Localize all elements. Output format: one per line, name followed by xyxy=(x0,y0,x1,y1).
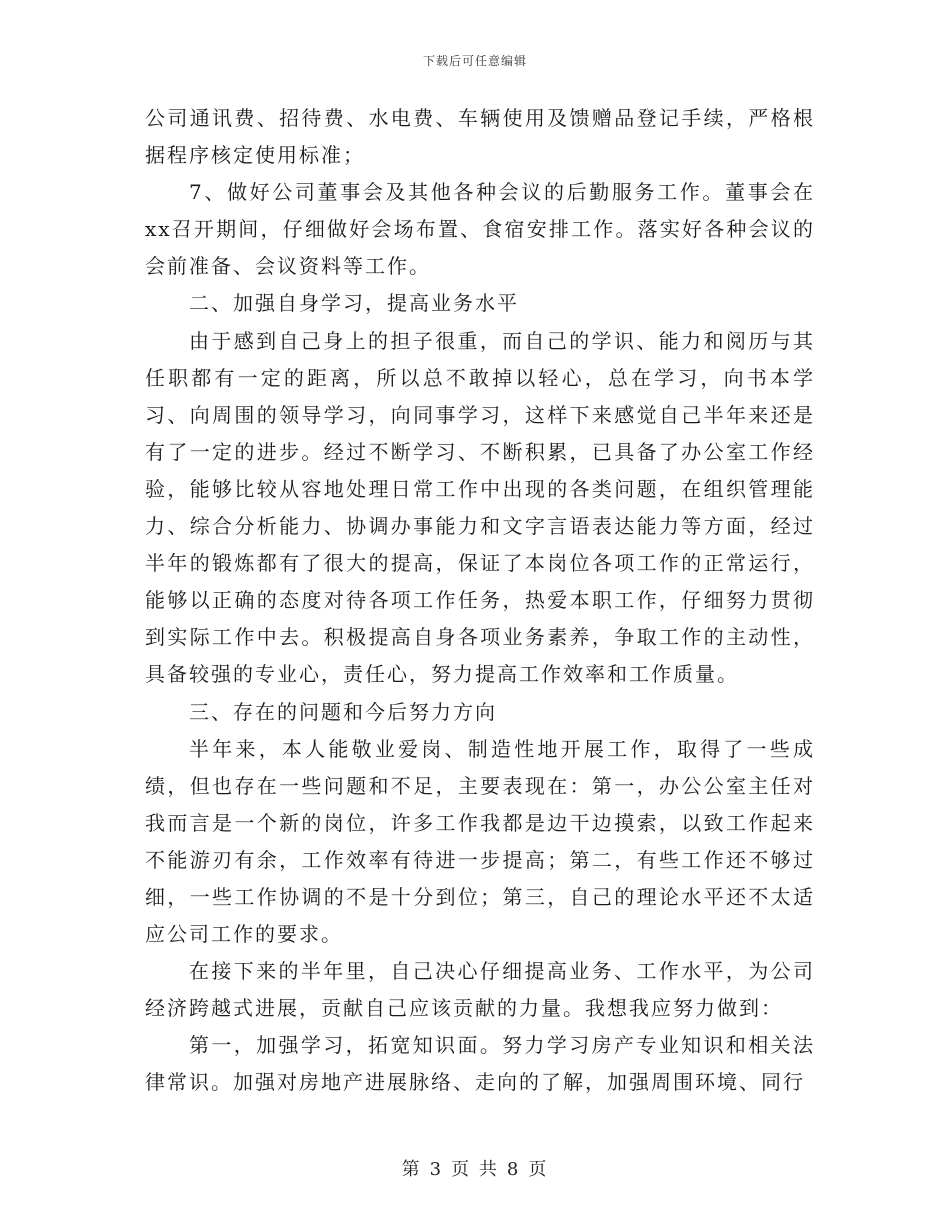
page-header: 下载后可任意编辑 xyxy=(422,54,527,68)
document-body xyxy=(145,100,815,1102)
page-label-prefix: 第 xyxy=(401,1159,422,1180)
paragraph-item-7: 7、做好公司董事会及其他各种会议的后勤服务工作。董事会在xx召开期间，仔细做好会场布置、食宿安排工作。落实好各种会议的会前准备、会议资料等工作。 xyxy=(145,180,815,279)
section-heading-3: 三、存在的问题和今后努力方向 xyxy=(189,699,497,724)
page-number: 3 xyxy=(429,1159,444,1180)
section-heading-2: 二、加强自身学习，提高业务水平 xyxy=(189,291,519,316)
paragraph-first-point: 第一，加强学习，拓宽知识面。努力学习房产专业知识和相关法律常识。加强对房地产进展脉络、走向的了解，加强周围环境、同行 xyxy=(145,1033,815,1095)
paragraph-learning: 由于感到自己身上的担子很重，而自己的学识、能力和阅历与其任职都有一定的距离，所以总不敢掉以轻心，总在学习，向书本学习、向周围的领导学习，向同事学习，这样下来感觉自己半年来还是有了一定的进步。经过不断学习、不断积累，已具备了办公室工作经验，能够比较从容地处理日常工作中出现的各类问题，在组织管理能力、综合分析能力、协调办事能力和文字言语表达能力等方面，经过半年的锻炼都有了很大的提高，保证了本岗位各项工作的正常运行，能够以正确的态度对待各项工作任务，热爱本职工作，仔细努力贯彻到实际工作中去。积极提高自身各项业务素养，争取工作的主动性，具备较强的专业心，责任心，努力提高工作效率和工作质量。 xyxy=(145,328,815,687)
page-footer xyxy=(0,1155,950,1181)
paragraph-problems: 半年来，本人能敬业爱岗、制造性地开展工作，取得了一些成绩，但也存在一些问题和不足，主要表现在：第一，办公公室主任对我而言是一个新的岗位，许多工作我都是边干边摸索，以致工作起来不能游刃有余，工作效率有待进一步提高；第二，有些工作还不够过细，一些工作协调的不是十分到位；第三，自己的理论水平还不太适应公司工作的要求。 xyxy=(145,736,815,947)
page-label-suffix: 页 xyxy=(528,1159,549,1180)
total-pages: 8 xyxy=(506,1159,521,1180)
paragraph-continuation: 公司通讯费、招待费、水电费、车辆使用及馈赠品登记手续，严格根据程序核定使用标准； xyxy=(145,106,815,168)
paragraph-next-half-year: 在接下来的半年里，自己决心仔细提高业务、工作水平，为公司经济跨越式进展，贡献自己应该贡献的力量。我想我应努力做到： xyxy=(145,959,815,1021)
page-label-mid: 页 共 xyxy=(451,1159,499,1180)
